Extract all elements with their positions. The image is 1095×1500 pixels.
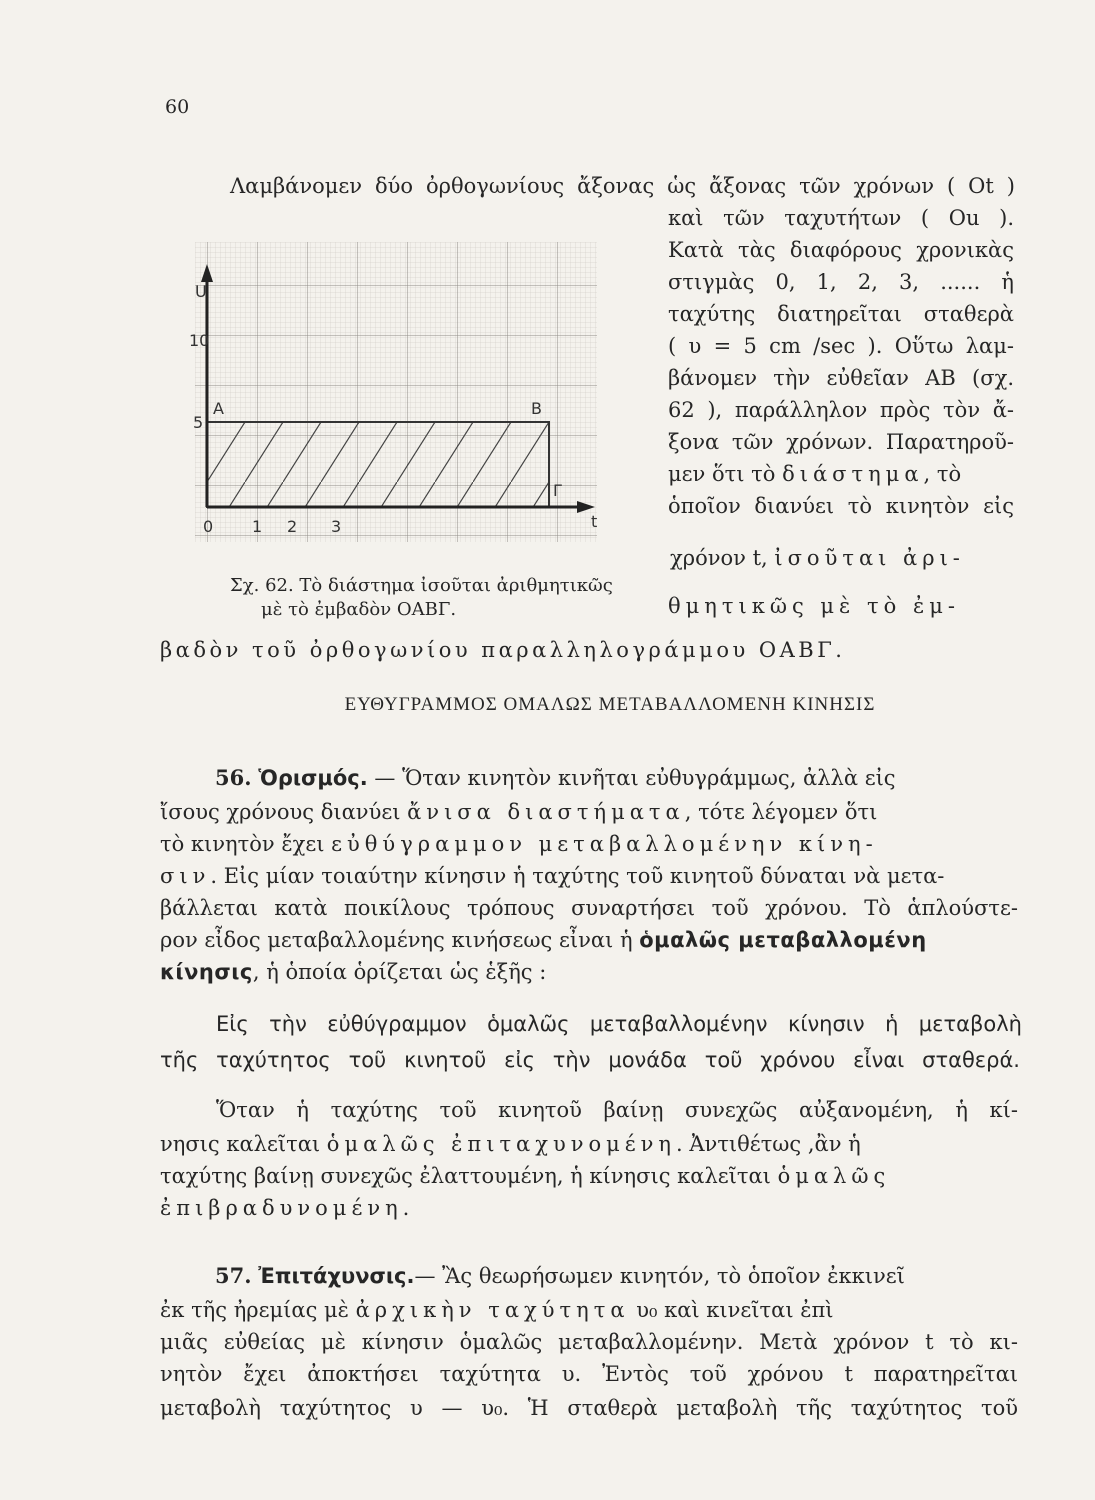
- term-isoutai: ἰσοῦται ἀρι-: [774, 546, 965, 570]
- point-label-a: A: [213, 399, 224, 418]
- intro-right-10: ὁποῖον διανύει τὸ κινητὸν εἰς: [668, 494, 1014, 518]
- x-tick-2: 2: [287, 517, 298, 536]
- x-tick-3: 3: [331, 517, 342, 536]
- definition-line-1: Εἰς τὴν εὐθύγραμμον ὁμαλῶς μεταβαλλομένην κίνησιν ἡ μεταβολὴ: [216, 1012, 1022, 1036]
- x-tick-1: 1: [252, 517, 263, 536]
- sec56-heading: Ὁρισμός.: [258, 766, 368, 790]
- point-label-b: B: [531, 399, 542, 418]
- point-label-g: Γ: [553, 481, 562, 500]
- axis-label-u: U: [195, 282, 207, 301]
- sec57-line-4: νητὸν ἔχει ἀποκτήσει ταχύτητα υ. Ἐντὸς τοῦ χρόνου t παρατηρεῖται: [160, 1362, 1018, 1386]
- intro-line-13: βαδὸν τοῦ ὀρθογωνίου παραλληλογράμμου ΟΑΒΓ.: [160, 638, 846, 662]
- x-tick-0: 0: [203, 517, 214, 536]
- term-diastima: διάστημα: [782, 462, 924, 486]
- sec56-line-3: τὸ κινητὸν ἔχει εὐθύγραμμον μεταβαλλομένην κίνη-: [160, 832, 878, 856]
- sec57-heading: Ἐπιτάχυνσις.: [258, 1264, 415, 1288]
- figure-caption-line-1: Σχ. 62. Τὸ διάστημα ἰσοῦται ἀριθμητικῶς: [230, 575, 613, 596]
- sec56-line-6: ρον εἶδος μεταβαλλομένης κινήσεως εἶναι ἡ ὁμαλῶς μεταβαλλομένη: [160, 928, 927, 952]
- sec57-line-1: 57. Ἐπιτάχυνσις.— Ἂς θεωρήσωμεν κινητόν, τὸ ὁποῖον ἐκκινεῖ: [215, 1263, 905, 1288]
- figure-caption-line-2: μὲ τὸ ἐμβαδὸν ΟΑΒΓ.: [261, 599, 457, 620]
- term-epitachynomeni: ὁμαλῶς ἐπιταχυνομένη: [326, 1132, 677, 1156]
- sec56-line-4: σιν. Εἰς μίαν τοιαύτην κίνησιν ἡ ταχύτης τοῦ κινητοῦ δύναται νὰ μετα-: [160, 864, 945, 888]
- sec56-line-2: ἴσους χρόνους διανύει ἄνισα διαστήματα, τότε λέγομεν ὅτι: [160, 800, 878, 824]
- term-omalos-metavallomeni: ὁμαλῶς μεταβαλλομένη: [639, 928, 927, 952]
- sec56-line-8: Ὅταν ἡ ταχύτης τοῦ κινητοῦ βαίνῃ συνεχῶς αὐξανομένη, ἡ κί-: [216, 1098, 1018, 1122]
- axis-label-t: t: [591, 512, 598, 531]
- intro-right-7: 62 ), παράλληλον πρὸς τὸν ἄ-: [668, 398, 1014, 422]
- intro-right-3: στιγμὰς 0, 1, 2, 3, ...... ἡ: [668, 270, 1014, 294]
- sec56-line-1: 56. Ὁρισμός. — Ὅταν κινητὸν κινῆται εὐθυγράμμως, ἀλλὰ εἰς: [215, 765, 896, 790]
- intro-right-1: καὶ τῶν ταχυτήτων ( Ou ).: [668, 206, 1014, 230]
- page-number: 60: [165, 96, 190, 118]
- term-anisa-diastimata: ἄνισα διαστήματα: [407, 800, 685, 824]
- intro-right-6: βάνομεν τὴν εὐθεῖαν AB (σχ.: [668, 366, 1014, 390]
- sec56-line-11: ἐπιβραδυνομένη.: [160, 1196, 415, 1220]
- sec56-line-9: νησις καλεῖται ὁμαλῶς ἐπιταχυνομένη. Ἀντιθέτως ,ἂν ἡ: [160, 1132, 861, 1156]
- sec57-number: 57.: [215, 1263, 252, 1288]
- sec57-line-5: μεταβολὴ ταχύτητος υ — υ₀. Ἡ σταθερὰ μεταβολὴ τῆς ταχύτητος τοῦ: [160, 1396, 1018, 1420]
- sec56-line-10: ταχύτης βαίνῃ συνεχῶς ἐλαττουμένη, ἡ κίνησις καλεῖται ὁμαλῶς: [160, 1164, 891, 1188]
- figure-62-graph: [189, 242, 598, 542]
- intro-right-9: μεν ὅτι τὸ διάστημα, τὸ: [668, 462, 962, 486]
- y-tick-5: 5: [193, 413, 204, 432]
- y-tick-10: 10: [189, 331, 210, 350]
- intro-right-12: θμητικῶς μὲ τὸ ἐμ-: [668, 594, 960, 618]
- sec57-line-3: μιᾶς εὐθείας μὲ κίνησιν ὁμαλῶς μεταβαλλομένην. Μετὰ χρόνον t τὸ κι-: [160, 1330, 1018, 1354]
- intro-right-4: ταχύτης διατηρεῖται σταθερὰ: [668, 302, 1014, 326]
- intro-line-1: Λαμβάνομεν δύο ὀρθογωνίους ἄξονας ὡς ἄξονας τῶν χρόνων ( Ot ): [230, 174, 1015, 198]
- intro-right-2: Κατὰ τὰς διαφόρους χρονικὰς: [668, 238, 1014, 262]
- sec56-line-5: βάλλεται κατὰ ποικίλους τρόπους συναρτήσει τοῦ χρόνου. Τὸ ἁπλούστε-: [160, 896, 1018, 920]
- intro-right-8: ξονα τῶν χρόνων. Παρατηροῦ-: [668, 430, 1014, 454]
- term-archiki-tachytita: ἀρχικὴν ταχύτητα: [355, 1298, 630, 1322]
- sec56-number: 56.: [215, 765, 252, 790]
- sec57-line-2: ἐκ τῆς ἠρεμίας μὲ ἀρχικὴν ταχύτητα υ₀ καὶ κινεῖται ἐπὶ: [160, 1298, 834, 1322]
- term-euthygrammon: εὐθύγραμμον μεταβαλλομένην κίνη-: [331, 832, 878, 856]
- definition-line-2: τῆς ταχύτητος τοῦ κινητοῦ εἰς τὴν μονάδα τοῦ χρόνου εἶναι σταθερά.: [160, 1048, 1020, 1072]
- area-oabg: [207, 422, 549, 507]
- intro-right-11: χρόνον t, ἰσοῦται ἀρι-: [670, 546, 965, 570]
- sec56-line-7: κίνησις, ἡ ὁποία ὁρίζεται ὡς ἑξῆς :: [160, 960, 547, 984]
- intro-right-5: ( υ = 5 cm /sec ). Οὕτω λαμ-: [668, 334, 1014, 358]
- section-title: ΕΥΘΥΓΡΑΜΜΟΣ ΟΜΑΛΩΣ ΜΕΤΑΒΑΛΛΟΜΕΝΗ ΚΙΝΗΣΙΣ: [344, 694, 876, 715]
